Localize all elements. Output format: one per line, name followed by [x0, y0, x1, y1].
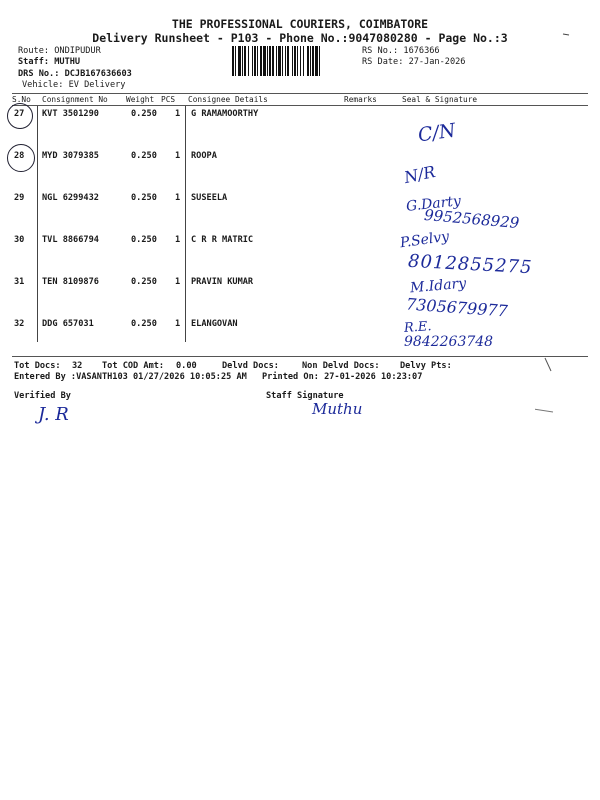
row-sno: 30 [14, 235, 25, 245]
row-sno: 32 [14, 319, 25, 329]
col-remarks: Remarks [344, 95, 377, 104]
col-seal-signature: Seal & Signature [402, 95, 478, 104]
rs-number: RS No.: 1676366 [362, 46, 440, 56]
column-divider-sno [37, 106, 38, 342]
delvd-docs-label: Delvd Docs: [222, 361, 279, 371]
row-consignment-no: TVL 8866794 [42, 235, 99, 245]
row-consignee: C R R MATRIC [191, 235, 254, 245]
runsheet-title: Delivery Runsheet - P103 - Phone No.:9047080280 - Page No.:3 [92, 31, 508, 45]
vehicle-label: Vehicle: EV Delivery [22, 80, 126, 90]
handwritten-phone: 7305679977 [405, 294, 509, 321]
row-weight: 0.250 [131, 235, 157, 245]
col-weight: Weight [126, 95, 155, 104]
stray-pen-marks [535, 28, 585, 418]
verified-by-signature: J. R [38, 404, 69, 425]
sno-circle-mark [7, 103, 33, 129]
tot-docs-label: Tot Docs: [14, 361, 61, 371]
table-row [0, 235, 600, 249]
row-consignment-no: KVT 3501290 [42, 109, 99, 119]
row-weight: 0.250 [131, 109, 157, 119]
table-row [0, 151, 600, 165]
handwritten-cn-note: C/N [416, 119, 457, 147]
row-consignee: PRAVIN KUMAR [191, 277, 254, 287]
row-pcs: 1 [175, 193, 181, 203]
table-row [0, 277, 600, 291]
row-consignee: G RAMAMOORTHY [191, 109, 259, 119]
drs-number: DRS No.: DCJB167636603 [18, 69, 132, 79]
rs-date: RS Date: 27-Jan-2026 [362, 57, 466, 67]
row-consignee: ROOPA [191, 151, 217, 161]
row-consignment-no: TEN 8109876 [42, 277, 99, 287]
col-pcs: PCS [161, 95, 176, 104]
cod-label: Tot COD Amt: [102, 361, 165, 371]
header-bottom-rule [12, 105, 588, 106]
entered-by: Entered By :VASANTH103 01/27/2026 10:05:25 AM [14, 372, 247, 382]
row-consignment-no: DDG 657031 [42, 319, 94, 329]
row-sno: 29 [14, 193, 25, 203]
staff-signature-label: Staff Signature [266, 391, 344, 401]
cod-value: 0.00 [176, 361, 197, 371]
row-weight: 0.250 [131, 319, 157, 329]
row-consignment-no: MYD 3079385 [42, 151, 99, 161]
sno-circle-mark [7, 144, 35, 172]
printed-on: Printed On: 27-01-2026 10:23:07 [262, 372, 423, 382]
table-row [0, 109, 600, 123]
totals-rule [12, 356, 588, 357]
row-consignment-no: NGL 6299432 [42, 193, 99, 203]
row-consignee: SUSEELA [191, 193, 228, 203]
handwritten-signature: P.Selvy [399, 228, 451, 252]
staff-label: Staff: MUTHU [18, 57, 81, 67]
row-sno: 31 [14, 277, 25, 287]
handwritten-signature: M.Idary [409, 275, 467, 297]
handwritten-phone: 8012855275 [407, 250, 533, 279]
col-sno: S.No [12, 95, 31, 104]
col-consignment: Consignment No [42, 95, 108, 104]
row-weight: 0.250 [131, 277, 157, 287]
tot-docs-value: 32 [72, 361, 83, 371]
row-pcs: 1 [175, 319, 181, 329]
handwritten-signature: G.Darty [405, 193, 462, 215]
col-consignee: Consignee Details [188, 95, 268, 104]
non-delvd-docs-label: Non Delvd Docs: [302, 361, 380, 371]
barcode [232, 46, 358, 76]
delvy-pts-label: Delvy Pts: [400, 361, 452, 371]
row-sno: 28 [14, 151, 25, 161]
column-divider-consignee [185, 106, 186, 342]
row-pcs: 1 [175, 109, 181, 119]
handwritten-phone: 9952568929 [423, 205, 521, 233]
row-weight: 0.250 [131, 193, 157, 203]
header-top-rule [12, 93, 588, 94]
row-pcs: 1 [175, 151, 181, 161]
table-row [0, 193, 600, 207]
row-pcs: 1 [175, 235, 181, 245]
table-row [0, 319, 600, 333]
verified-by-label: Verified By [14, 391, 71, 401]
handwritten-nr-note: N/R [402, 161, 438, 188]
row-sno: 27 [14, 109, 25, 119]
handwritten-signature: R.E. [403, 319, 433, 336]
route-label: Route: ONDIPUDUR [18, 46, 101, 56]
company-name: THE PROFESSIONAL COURIERS, COIMBATORE [171, 17, 429, 31]
row-consignee: ELANGOVAN [191, 319, 238, 329]
row-weight: 0.250 [131, 151, 157, 161]
row-pcs: 1 [175, 277, 181, 287]
handwritten-phone: 9842263748 [404, 334, 494, 350]
staff-signature: Muthu [312, 400, 363, 418]
